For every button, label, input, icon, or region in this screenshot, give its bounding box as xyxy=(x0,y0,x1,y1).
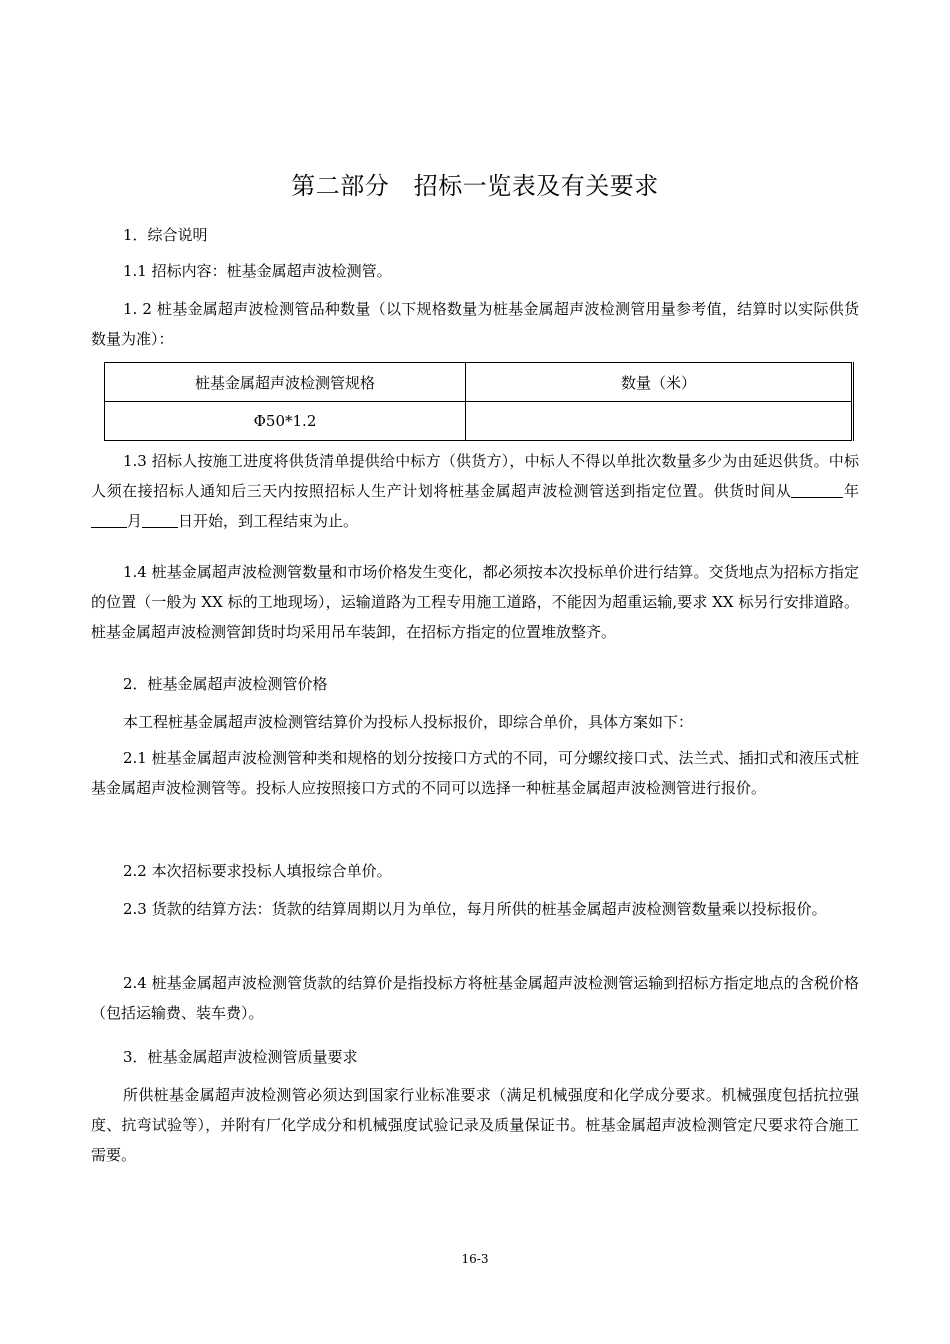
paragraph-1-4: 1.4 桩基金属超声波检测管数量和市场价格发生变化，都必须按本次投标单价进行结算。交货地点为招标方指定的位置（一般为 XX 标的工地现场），运输道路为工程专用施工道路，不能因为超重运输,要求 XX 标另行安排道路。桩基金属超声波检测管卸货时均采用吊车装卸，在招标方指定的位置堆放整齐。 xyxy=(91,563,859,641)
paragraph-2-1: 2.1 桩基金属超声波检测管种类和规格的划分按接口方式的不同，可分螺纹接口式、法兰式、插扣式和液压式桩基金属超声波检测管等。投标人应按照接口方式的不同可以选择一种桩基金属超声波检测管进行报价。 xyxy=(91,749,859,797)
table-cell-spec: Φ50*1.2 xyxy=(105,402,466,441)
month-blank xyxy=(91,510,127,528)
section-2-intro: 本工程桩基金属超声波检测管结算价为投标人投标报价，即综合单价，具体方案如下： xyxy=(123,713,694,731)
month-label: 月 xyxy=(127,512,143,530)
paragraph-2-2: 2.2 本次招标要求投标人填报综合单价。 xyxy=(123,862,392,880)
year-blank xyxy=(791,480,843,498)
table-header-row xyxy=(105,363,853,402)
section-1-heading: 1．综合说明 xyxy=(123,226,208,244)
paragraph-2-3: 2.3 货款的结算方法：货款的结算周期以月为单位，每月所供的桩基金属超声波检测管数量乘以投标报价。 xyxy=(123,900,827,918)
paragraph-1-3-end: 日开始，到工程结束为止。 xyxy=(178,512,359,530)
spec-quantity-table xyxy=(104,362,854,441)
year-label: 年 xyxy=(843,482,859,500)
table-row xyxy=(105,402,853,441)
page-number: 16-3 xyxy=(461,1252,489,1266)
page-title: 第二部分 招标一览表及有关要求 xyxy=(291,172,659,200)
paragraph-1-1: 1.1 招标内容：桩基金属超声波检测管。 xyxy=(123,262,392,280)
day-blank xyxy=(142,510,178,528)
paragraph-2-4: 2.4 桩基金属超声波检测管货款的结算价是指投标方将桩基金属超声波检测管运输到招标方指定地点的含税价格（包括运输费、装车费）。 xyxy=(91,974,859,1022)
section-3-body: 所供桩基金属超声波检测管必须达到国家行业标准要求（满足机械强度和化学成分要求。机械强度包括抗拉强度、抗弯试验等），并附有厂化学成分和机械强度试验记录及质量保证书。桩基金属超声波检测管定尺要求符合施工需要。 xyxy=(91,1086,859,1164)
section-2-heading: 2．桩基金属超声波检测管价格 xyxy=(123,675,328,693)
paragraph-1-2: 1. 2 桩基金属超声波检测管品种数量（以下规格数量为桩基金属超声波检测管用量参考值，结算时以实际供货数量为准）： xyxy=(91,300,859,348)
table-header-spec: 桩基金属超声波检测管规格 xyxy=(105,363,466,402)
section-3-heading: 3．桩基金属超声波检测管质量要求 xyxy=(123,1048,358,1066)
table-cell-quantity xyxy=(466,402,853,441)
table-header-quantity: 数量（米） xyxy=(466,363,853,402)
paragraph-1-3 xyxy=(91,446,859,536)
paragraph-1-3-text: 1.3 招标人按施工进度将供货清单提供给中标方（供货方），中标人不得以单批次数量多少为由延迟供货。中标人须在接招标人通知后三天内按照招标人生产计划将桩基金属超声波检测管送到指定位置。供货时间从 xyxy=(91,452,859,500)
